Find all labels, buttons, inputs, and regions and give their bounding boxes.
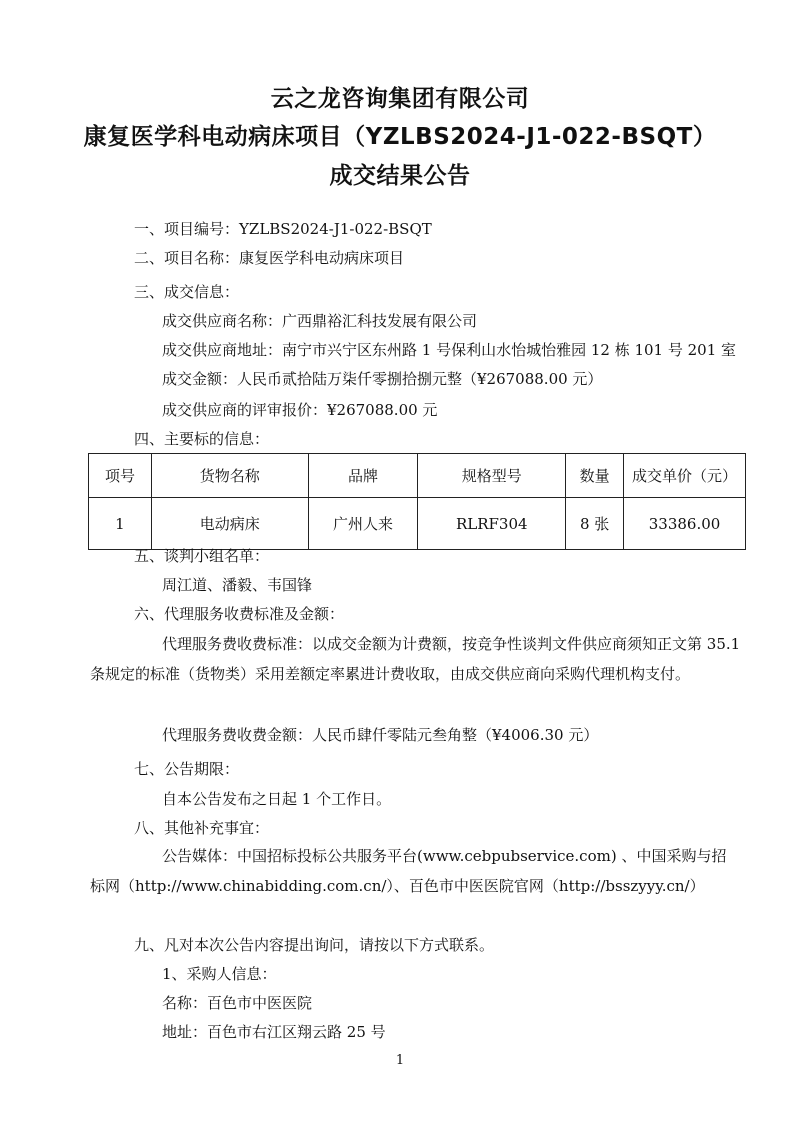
goods-info-heading: 四、主要标的信息： xyxy=(134,430,270,448)
supplier-name-line: 成交供应商名称：广西鼎裕汇科技发展有限公司 xyxy=(162,312,478,330)
purchaser-address: 地址：百色市右江区翔云路 25 号 xyxy=(162,1023,386,1041)
panel-members: 周江道、潘毅、韦国锋 xyxy=(162,576,313,594)
project-title: 康复医学科电动病床项目（YZLBS2024-J1-022-BSQT） xyxy=(83,124,717,150)
purchaser-info-heading: 1、采购人信息： xyxy=(162,965,277,983)
agency-fee-heading: 六、代理服务收费标准及金额： xyxy=(134,605,345,623)
deal-info-heading: 三、成交信息： xyxy=(134,283,240,301)
document-title: 成交结果公告 xyxy=(329,163,471,189)
review-price-line: 成交供应商的评审报价：¥267088.00 元 xyxy=(162,401,438,419)
notice-period-text: 自本公告发布之日起 1 个工作日。 xyxy=(162,790,392,808)
table-header-cell: 品牌 xyxy=(308,454,418,498)
media-notice: 公告媒体：中国招标投标公共服务平台(www.cebpubservice.com) 、中国采购与招标网（http://www.chinabidding.com.cn/）、百色市中医医院官网（http://bsszyyy.cn/） xyxy=(90,847,727,895)
table-cell: 广州人来 xyxy=(308,498,418,550)
other-matters-heading: 八、其他补充事宜： xyxy=(134,819,270,837)
table-header-cell: 成交单价（元） xyxy=(624,454,746,498)
agency-fee-standard: 代理服务费收费标准：以成交金额为计费额，按竞争性谈判文件供应商须知正文第 35.1 条规定的标准（货物类）采用差额定率累进计费收取，由成交供应商向采购代理机构支付。 xyxy=(90,635,741,683)
company-title: 云之龙咨询集团有限公司 xyxy=(270,86,530,112)
table-header-cell: 规格型号 xyxy=(418,454,566,498)
table-header-cell: 数量 xyxy=(566,454,624,498)
deal-amount-line: 成交金额：人民币贰拾陆万柒仟零捌拾捌元整（¥267088.00 元） xyxy=(162,370,603,388)
table-cell: 8 张 xyxy=(566,498,624,550)
notice-period-heading: 七、公告期限： xyxy=(134,760,240,778)
project-name-line: 二、项目名称：康复医学科电动病床项目 xyxy=(134,249,405,267)
table-row xyxy=(89,498,746,550)
table-header-cell: 货物名称 xyxy=(151,454,308,498)
table-cell: RLRF304 xyxy=(418,498,566,550)
table-cell: 33386.00 xyxy=(624,498,746,550)
purchaser-name: 名称：百色市中医医院 xyxy=(162,994,313,1012)
table-cell: 电动病床 xyxy=(151,498,308,550)
page-number: 1 xyxy=(395,1053,405,1068)
table-cell: 1 xyxy=(89,498,152,550)
table-header-cell: 项号 xyxy=(89,454,152,498)
project-number-line: 一、项目编号：YZLBS2024-J1-022-BSQT xyxy=(134,220,432,238)
supplier-address-line: 成交供应商地址：南宁市兴宁区东州路 1 号保利山水怡城怡雅园 12 栋 101 号 201 室 xyxy=(162,341,737,359)
goods-table xyxy=(88,453,746,550)
contact-heading: 九、凡对本次公告内容提出询问，请按以下方式联系。 xyxy=(134,936,495,954)
panel-list-heading: 五、谈判小组名单： xyxy=(134,547,270,565)
table-header-row xyxy=(89,454,746,498)
agency-fee-amount: 代理服务费收费金额：人民币肆仟零陆元叁角整（¥4006.30 元） xyxy=(162,726,599,744)
